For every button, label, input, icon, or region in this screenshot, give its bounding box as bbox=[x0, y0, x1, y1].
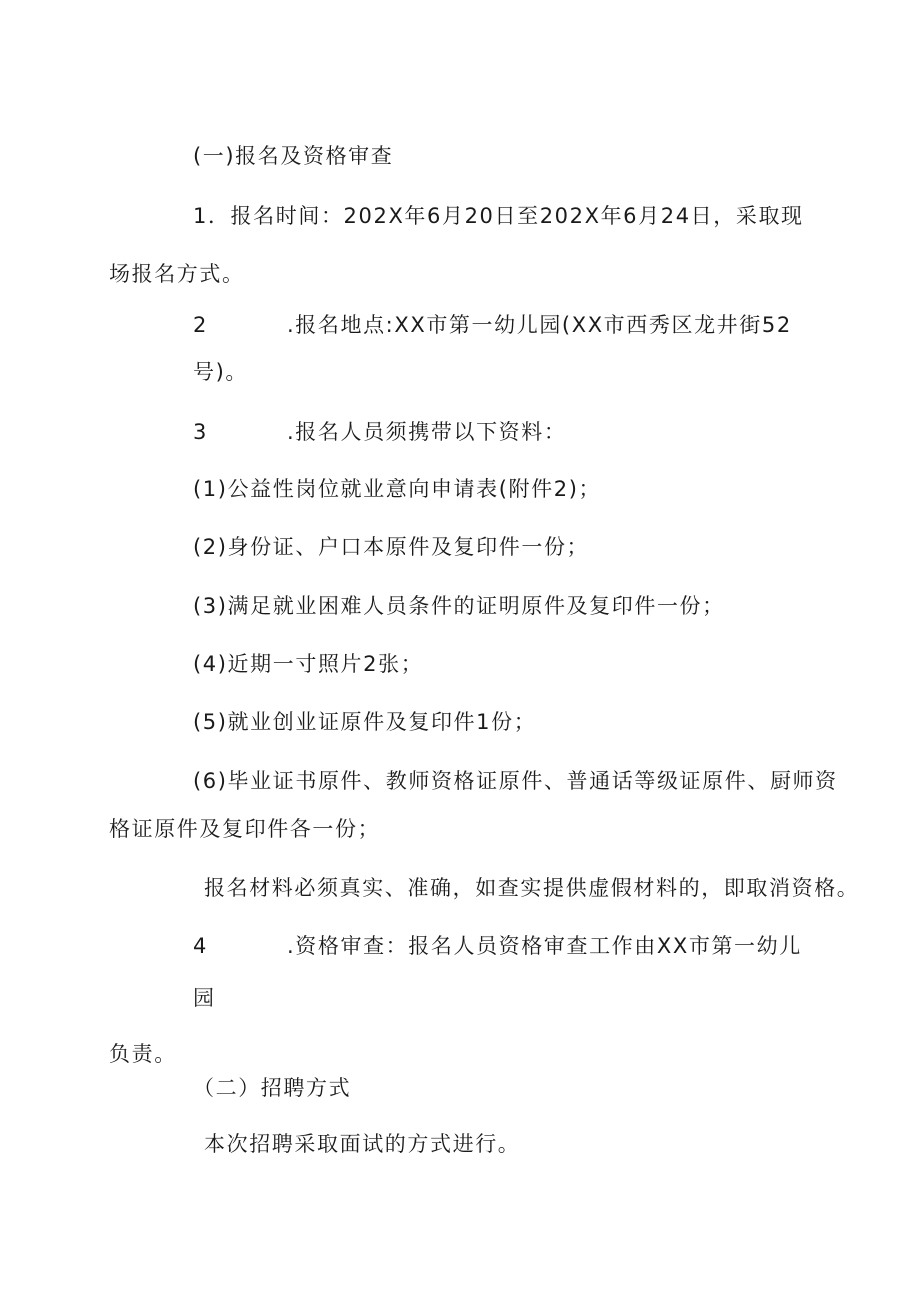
material-item-6-line-1: (6)毕业证书原件、教师资格证原件、普通话等级证原件、厨师资 bbox=[193, 769, 838, 793]
item-1-line-2: 场报名方式。 bbox=[109, 262, 245, 286]
item-2-number: 2 bbox=[193, 313, 207, 337]
item-4-line-2: 园 bbox=[193, 986, 216, 1010]
item-2-line-2: 号)。 bbox=[193, 360, 248, 384]
material-item-3: (3)满足就业困难人员条件的证明原件及复印件一份； bbox=[193, 594, 725, 618]
item-4-line-3: 负责。 bbox=[109, 1042, 177, 1066]
material-item-4: (4)近期一寸照片2张； bbox=[193, 652, 424, 676]
material-item-5: (5)就业创业证原件及复印件1份； bbox=[193, 710, 537, 734]
item-4-number: 4 bbox=[193, 934, 207, 958]
section-heading-1: (一)报名及资格审查 bbox=[193, 144, 394, 168]
authenticity-note: 报名材料必须真实、准确，如查实提供虚假材料的，即取消资格。 bbox=[204, 876, 860, 900]
material-item-6-line-2: 格证原件及复印件各一份； bbox=[109, 817, 381, 841]
section-heading-2: （二）招聘方式 bbox=[193, 1076, 352, 1100]
section-2-text: 本次招聘采取面试的方式进行。 bbox=[204, 1132, 521, 1156]
item-3-text: .报名人员须携带以下资料： bbox=[287, 420, 567, 444]
item-1-line-1: 1．报名时间：202X年6月20日至202X年6月24日，采取现 bbox=[193, 204, 804, 228]
material-item-2: (2)身份证、户口本原件及复印件一份； bbox=[193, 535, 590, 559]
item-2-line-1: .报名地点:XX市第一幼儿园(XX市西秀区龙井街52 bbox=[287, 313, 792, 337]
item-3-number: 3 bbox=[193, 420, 207, 444]
material-item-1: (1)公益性岗位就业意向申请表(附件2)； bbox=[193, 477, 602, 501]
item-4-line-1: .资格审查：报名人员资格审查工作由XX市第一幼儿 bbox=[287, 934, 802, 958]
